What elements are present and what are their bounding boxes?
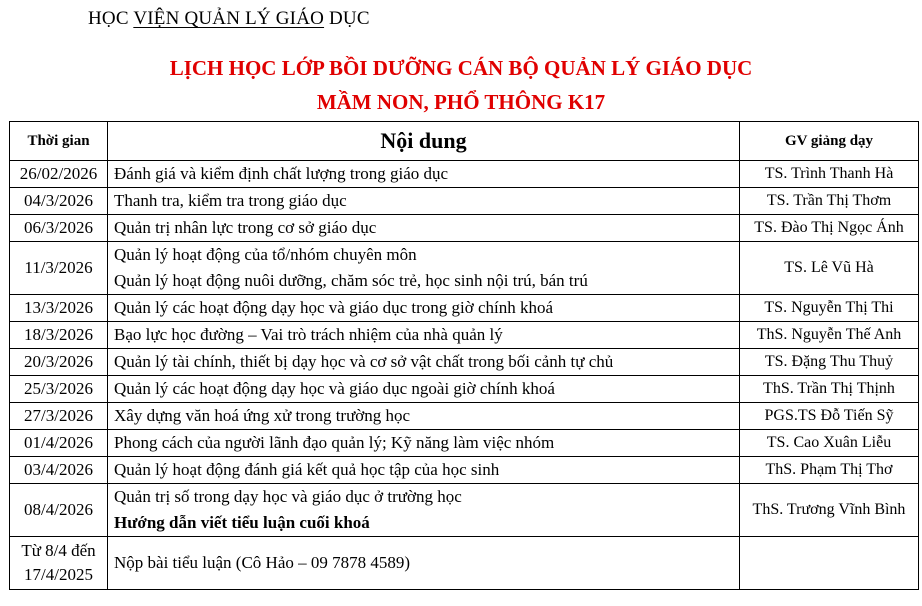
table-row	[10, 242, 919, 295]
institution-name	[88, 8, 370, 30]
content-cell	[108, 242, 740, 295]
teacher-cell: TS. Đặng Thu Thuỷ	[740, 349, 919, 376]
content-line: Quản lý hoạt động của tổ/nhóm chuyên môn	[114, 245, 417, 264]
date-cell: 27/3/2026	[10, 403, 108, 430]
content-line: Quản trị số trong dạy học và giáo dục ở trường học	[114, 487, 462, 506]
date-cell: 11/3/2026	[10, 242, 108, 295]
schedule-title: LỊCH HỌC LỚP BỒI DƯỠNG CÁN BỘ QUẢN LÝ GIÁO DỤC	[169, 56, 753, 80]
content-line: Quản lý hoạt động nuôi dưỡng, chăm sóc trẻ, học sinh nội trú, bán trú	[114, 271, 588, 290]
table-row	[10, 322, 919, 349]
table-row	[10, 161, 919, 188]
date-line: 17/4/2025	[24, 565, 93, 584]
date-cell: 25/3/2026	[10, 376, 108, 403]
content-cell: Nộp bài tiểu luận (Cô Hảo – 09 7878 4589)	[108, 537, 740, 590]
teacher-cell: TS. Trần Thị Thơm	[740, 188, 919, 215]
date-cell: 20/3/2026	[10, 349, 108, 376]
teacher-cell: TS. Nguyễn Thị Thi	[740, 295, 919, 322]
content-cell: Bạo lực học đường – Vai trò trách nhiệm của nhà quản lý	[108, 322, 740, 349]
date-cell: 13/3/2026	[10, 295, 108, 322]
date-cell: 03/4/2026	[10, 457, 108, 484]
date-cell	[10, 537, 108, 590]
teacher-cell: TS. Lê Vũ Hà	[740, 242, 919, 295]
content-cell: Đánh giá và kiểm định chất lượng trong giáo dục	[108, 161, 740, 188]
teacher-cell: ThS. Trương Vĩnh Bình	[740, 484, 919, 537]
teacher-cell: PGS.TS Đỗ Tiến Sỹ	[740, 403, 919, 430]
institution-suffix: DỤC	[324, 8, 370, 29]
institution-underlined: VIỆN QUẢN LÝ GIÁO	[133, 8, 325, 29]
institution-prefix: HỌC	[88, 8, 134, 29]
date-cell: 08/4/2026	[10, 484, 108, 537]
table-row	[10, 349, 919, 376]
table-header-row	[10, 122, 919, 161]
table-row	[10, 457, 919, 484]
content-cell: Quản trị nhân lực trong cơ sở giáo dục	[108, 215, 740, 242]
table-row	[10, 376, 919, 403]
table-row	[10, 484, 919, 537]
schedule-subtitle: MẦM NON, PHỔ THÔNG K17	[316, 90, 606, 114]
teacher-cell: ThS. Phạm Thị Thơ	[740, 457, 919, 484]
teacher-cell	[740, 537, 919, 590]
header-content: Nội dung	[108, 122, 740, 161]
content-cell: Phong cách của người lãnh đạo quản lý; Kỹ năng làm việc nhóm	[108, 430, 740, 457]
date-cell: 06/3/2026	[10, 215, 108, 242]
header-teacher: GV giảng dạy	[740, 122, 919, 161]
content-cell: Xây dựng văn hoá ứng xử trong trường học	[108, 403, 740, 430]
table-row	[10, 403, 919, 430]
teacher-cell: TS. Trình Thanh Hà	[740, 161, 919, 188]
table-row	[10, 188, 919, 215]
date-cell: 26/02/2026	[10, 161, 108, 188]
content-cell: Thanh tra, kiểm tra trong giáo dục	[108, 188, 740, 215]
table-row	[10, 215, 919, 242]
date-cell: 01/4/2026	[10, 430, 108, 457]
teacher-cell: TS. Đào Thị Ngọc Ánh	[740, 215, 919, 242]
teacher-cell: ThS. Nguyễn Thế Anh	[740, 322, 919, 349]
content-cell: Quản lý tài chính, thiết bị dạy học và cơ sở vật chất trong bối cảnh tự chủ	[108, 349, 740, 376]
teacher-cell: ThS. Trần Thị Thịnh	[740, 376, 919, 403]
content-line-bold: Hướng dẫn viết tiểu luận cuối khoá	[114, 513, 370, 532]
header-time: Thời gian	[10, 122, 108, 161]
date-line: Từ 8/4 đến	[21, 541, 96, 560]
table-row	[10, 430, 919, 457]
content-cell: Quản lý các hoạt động dạy học và giáo dục ngoài giờ chính khoá	[108, 376, 740, 403]
schedule-table	[9, 121, 919, 590]
date-cell: 18/3/2026	[10, 322, 108, 349]
table-row	[10, 295, 919, 322]
content-cell	[108, 484, 740, 537]
table-row	[10, 537, 919, 590]
content-cell: Quản lý các hoạt động dạy học và giáo dục trong giờ chính khoá	[108, 295, 740, 322]
teacher-cell: TS. Cao Xuân Liễu	[740, 430, 919, 457]
content-cell: Quản lý hoạt động đánh giá kết quả học tập của học sinh	[108, 457, 740, 484]
date-cell: 04/3/2026	[10, 188, 108, 215]
